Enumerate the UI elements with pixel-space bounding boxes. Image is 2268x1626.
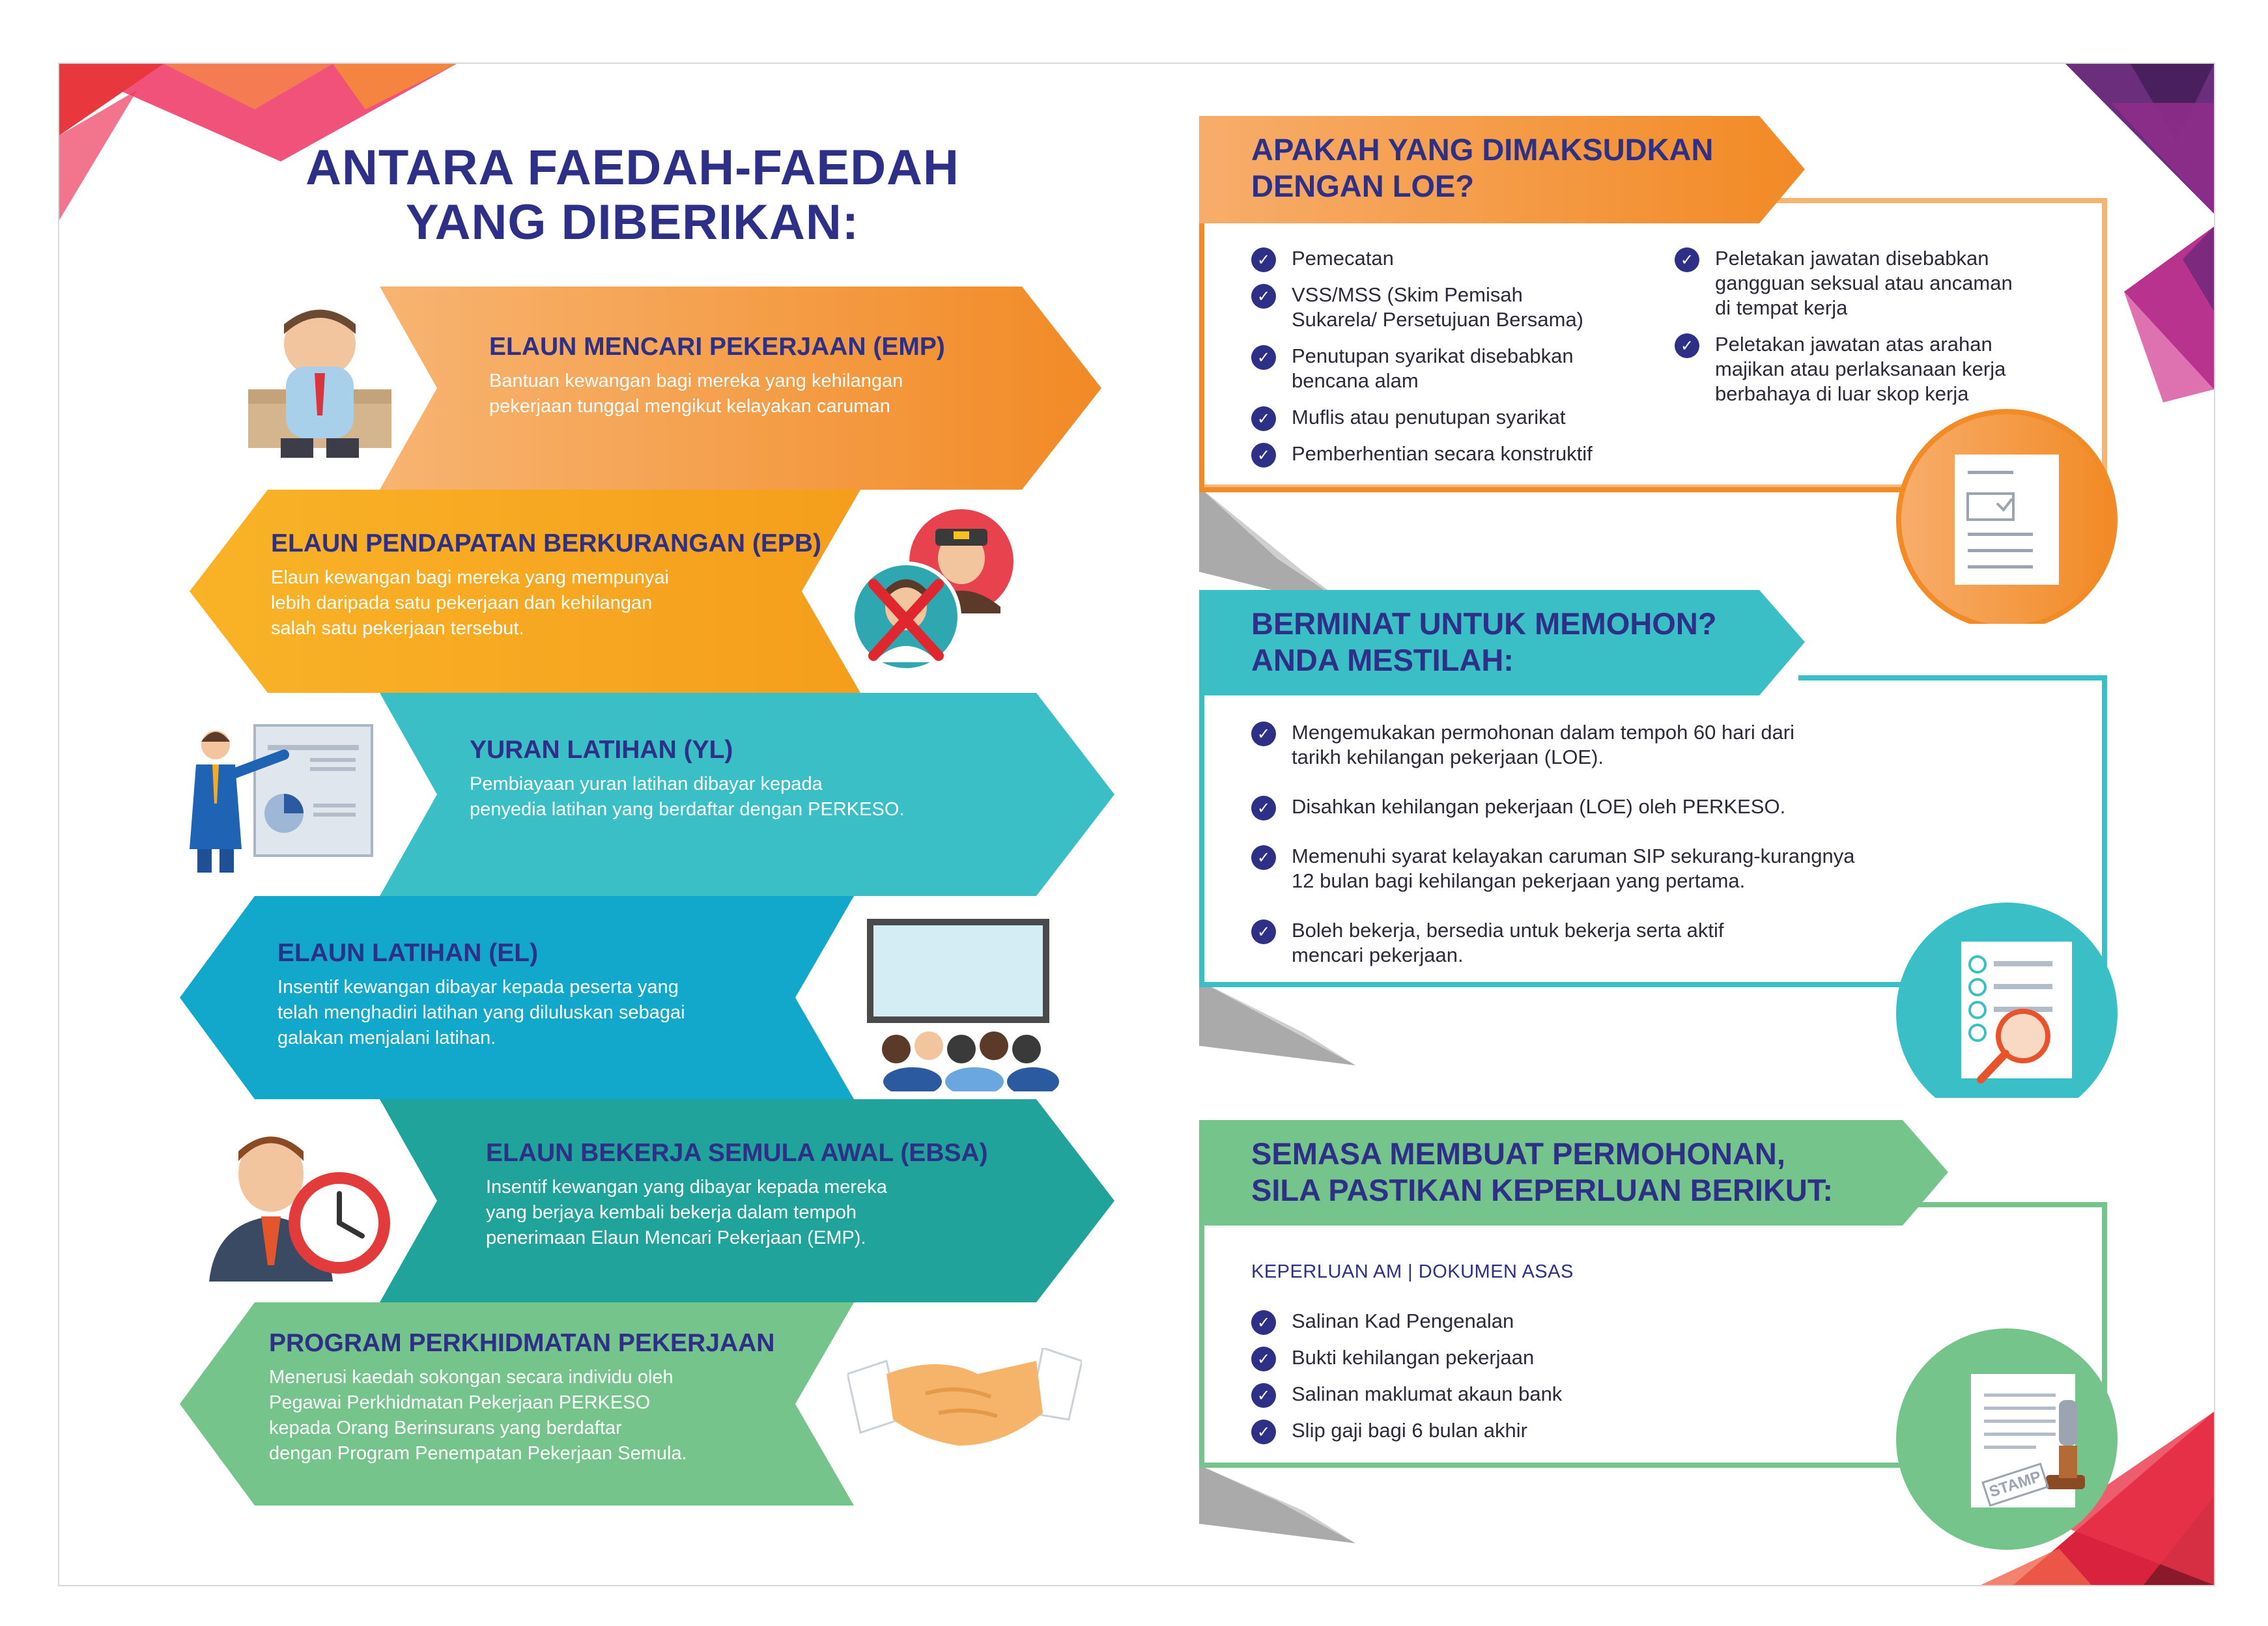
apply-item-3b: 12 bulan bagi kehilangan pekerjaan yang pertama. — [1292, 869, 1746, 892]
benefit-ebsa-desc-1: Insentif kewangan yang dibayar kepada mereka — [486, 1177, 887, 1198]
benefit-el-desc-1: Insentif kewangan dibayar kepada peserta yang — [277, 977, 679, 998]
page-title — [268, 141, 997, 250]
check-circle-icon: ✓ — [1251, 1383, 1276, 1408]
loe-item-6c: di tempat kerja — [1715, 296, 1848, 319]
benefit-epb-desc-3: salah satu pekerjaan tersebut. — [271, 618, 524, 639]
list-item — [1251, 405, 1681, 430]
docs-item-3: Salinan maklumat akaun bank — [1292, 1382, 1563, 1405]
docs-title — [1251, 1136, 1942, 1209]
title-line-2: YANG DIBERIKAN: — [405, 195, 860, 250]
benefit-ebsa-title: ELAUN BEKERJA SEMULA AWAL (EBSA) — [486, 1139, 988, 1167]
check-circle-icon: ✓ — [1251, 345, 1276, 370]
benefit-program-desc-2: Pegawai Perkhidmatan Pekerjaan PERKESO — [269, 1392, 651, 1413]
benefit-el-desc — [277, 975, 838, 1051]
check-circle-icon: ✓ — [1251, 247, 1276, 272]
docs-title-line-2: SILA PASTIKAN KEPERLUAN BERIKUT: — [1251, 1173, 1834, 1207]
benefit-ebsa-desc — [486, 1175, 1046, 1251]
docs-list — [1251, 1309, 1837, 1443]
loe-item-7b: majikan atau perlaksanaan kerja — [1715, 357, 2006, 380]
apply-list — [1251, 720, 1968, 968]
docs-item-4: Slip gaji bagi 6 bulan akhir — [1292, 1419, 1527, 1442]
loe-item-5: Pemberhentian secara konstruktif — [1292, 442, 1593, 465]
docs-item-2: Bukti kehilangan pekerjaan — [1292, 1346, 1535, 1369]
loe-item-4: Muflis atau penutupan syarikat — [1292, 406, 1566, 428]
list-item — [1251, 844, 1968, 893]
check-circle-icon: ✓ — [1251, 406, 1276, 431]
benefit-yl-text — [470, 735, 1030, 822]
check-circle-icon: ✓ — [1251, 1347, 1276, 1371]
benefit-yl-title: YURAN LATIHAN (YL) — [470, 736, 733, 764]
benefit-program-text — [269, 1328, 855, 1466]
list-item — [1675, 332, 2078, 406]
benefit-el-text — [277, 938, 838, 1051]
benefit-emp — [59, 287, 1101, 490]
benefit-epb-desc — [271, 565, 831, 641]
loe-title-line-2: DENGAN LOE? — [1251, 169, 1475, 203]
stamp-label: STAMP — [1981, 1463, 2049, 1507]
loe-item-7c: berbahaya di luar skop kerja — [1715, 382, 1969, 405]
list-item — [1251, 918, 1968, 968]
classroom-illustration — [851, 916, 1066, 1091]
benefit-epb — [59, 490, 1101, 693]
benefit-emp-desc-2: pekerjaan tunggal mengikut kelayakan caruman — [489, 396, 890, 417]
businessman-clock-illustration — [209, 1125, 404, 1282]
check-circle-icon: ✓ — [1251, 845, 1276, 870]
benefit-program-desc-3: kepada Orang Berinsurans yang berdaftar — [269, 1418, 622, 1438]
docs-item-1: Salinan Kad Pengenalan — [1292, 1310, 1514, 1332]
check-circle-icon: ✓ — [1675, 247, 1699, 272]
handshake-illustration — [847, 1348, 1082, 1459]
list-item — [1251, 1309, 1837, 1334]
benefit-ebsa-text — [486, 1138, 1046, 1251]
loe-item-2b: Sukarela/ Persetujuan Bersama) — [1292, 308, 1584, 331]
list-item — [1251, 1382, 1837, 1407]
apply-title-line-2: ANDA MESTILAH: — [1251, 643, 1514, 677]
benefit-emp-desc — [489, 369, 1023, 419]
loe-item-6a: Peletakan jawatan disebabkan — [1715, 247, 1989, 270]
apply-item-4a: Boleh bekerja, bersedia untuk bekerja serta aktif — [1292, 919, 1724, 942]
list-item — [1251, 1418, 1837, 1443]
benefit-emp-desc-1: Bantuan kewangan bagi mereka yang kehilangan — [489, 371, 903, 391]
benefit-ebsa — [59, 1099, 1114, 1302]
benefit-el-title: ELAUN LATIHAN (EL) — [277, 939, 539, 967]
loe-item-2a: VSS/MSS (Skim Pemisah — [1292, 283, 1523, 306]
apply-title — [1251, 606, 1772, 679]
apply-item-1a: Mengemukakan permohonan dalam tempoh 60 hari dari — [1292, 721, 1795, 744]
benefit-epb-desc-2: lebih daripada satu pekerjaan dan kehilangan — [271, 593, 653, 613]
list-item — [1251, 344, 1681, 393]
check-circle-icon: ✓ — [1251, 284, 1276, 309]
loe-item-1: Pemecatan — [1292, 247, 1394, 270]
title-line-1: ANTARA FAEDAH-FAEDAH — [305, 140, 959, 195]
check-circle-icon: ✓ — [1675, 333, 1699, 358]
loe-item-6b: gangguan seksual atau ancaman — [1715, 272, 2013, 294]
loe-list-col1 — [1251, 246, 1681, 466]
benefit-epb-desc-1: Elaun kewangan bagi mereka yang mempunyai — [271, 567, 669, 588]
benefit-program-title: PROGRAM PERKHIDMATAN PEKERJAAN — [269, 1329, 775, 1357]
check-circle-icon: ✓ — [1251, 796, 1276, 820]
presenter-illustration — [170, 719, 378, 875]
apply-item-3a: Memenuhi syarat kelayakan caruman SIP sekurang-kurangnya — [1292, 845, 1855, 867]
loe-item-3b: bencana alam — [1292, 369, 1419, 392]
check-circle-icon: ✓ — [1251, 1420, 1276, 1444]
benefit-el — [59, 896, 1114, 1099]
benefit-ebsa-desc-2: yang berjaya kembali bekerja dalam tempoh — [486, 1202, 857, 1223]
apply-title-line-1: BERMINAT UNTUK MEMOHON? — [1251, 606, 1717, 641]
docs-title-line-1: SEMASA MEMBUAT PERMOHONAN, — [1251, 1136, 1785, 1171]
docs-subheading: KEPERLUAN AM | DOKUMEN ASAS — [1251, 1261, 1574, 1282]
sad-worker-illustration — [235, 305, 404, 468]
loe-title — [1251, 132, 1772, 204]
apply-item-4b: mencari pekerjaan. — [1292, 944, 1464, 966]
benefit-epb-title: ELAUN PENDAPATAN BERKURANGAN (EPB) — [271, 529, 821, 557]
check-circle-icon: ✓ — [1251, 722, 1276, 746]
benefit-yl-desc-1: Pembiayaan yuran latihan dibayar kepada — [470, 774, 823, 794]
loe-list-col2 — [1675, 246, 2078, 406]
benefit-program-desc-4: dengan Program Penempatan Pekerjaan Semula. — [269, 1443, 687, 1464]
benefit-el-desc-2: telah menghadiri latihan yang diluluskan sebagai — [277, 1002, 685, 1023]
benefit-program-desc-1: Menerusi kaedah sokongan secara individu oleh — [269, 1367, 673, 1388]
benefit-el-desc-3: galakan menjalani latihan. — [277, 1028, 496, 1048]
loe-item-7a: Peletakan jawatan atas arahan — [1715, 333, 1992, 356]
check-circle-icon: ✓ — [1251, 919, 1276, 944]
lost-job-illustration — [851, 503, 1020, 685]
docs-panel — [1199, 1120, 2176, 1576]
apply-panel — [1199, 590, 2176, 1098]
benefit-program-desc — [269, 1365, 855, 1466]
brochure-page — [58, 63, 2215, 1586]
benefit-epb-text — [271, 529, 831, 641]
benefit-yl-desc — [470, 772, 1030, 822]
benefit-emp-text — [489, 332, 1023, 419]
list-item — [1251, 283, 1681, 332]
list-item — [1251, 794, 1968, 819]
list-item — [1251, 246, 1681, 271]
benefit-program — [59, 1302, 1114, 1506]
list-item — [1251, 442, 1681, 466]
list-item — [1251, 1345, 1837, 1370]
loe-title-line-1: APAKAH YANG DIMAKSUDKAN — [1251, 132, 1714, 167]
apply-item-2: Disahkan kehilangan pekerjaan (LOE) oleh PERKESO. — [1292, 795, 1786, 818]
benefit-ebsa-desc-3: penerimaan Elaun Mencari Pekerjaan (EMP). — [486, 1227, 866, 1248]
benefit-emp-title: ELAUN MENCARI PEKERJAAN (EMP) — [489, 333, 945, 361]
loe-panel — [1199, 116, 2176, 624]
check-circle-icon: ✓ — [1251, 443, 1276, 468]
benefit-yl — [59, 693, 1114, 896]
benefit-yl-desc-2: penyedia latihan yang berdaftar dengan PERKESO. — [470, 799, 905, 820]
check-circle-icon: ✓ — [1251, 1310, 1276, 1335]
loe-item-3a: Penutupan syarikat disebabkan — [1292, 344, 1574, 367]
apply-item-1b: tarikh kehilangan pekerjaan (LOE). — [1292, 746, 1604, 768]
list-item — [1251, 720, 1968, 770]
list-item — [1675, 246, 2078, 320]
